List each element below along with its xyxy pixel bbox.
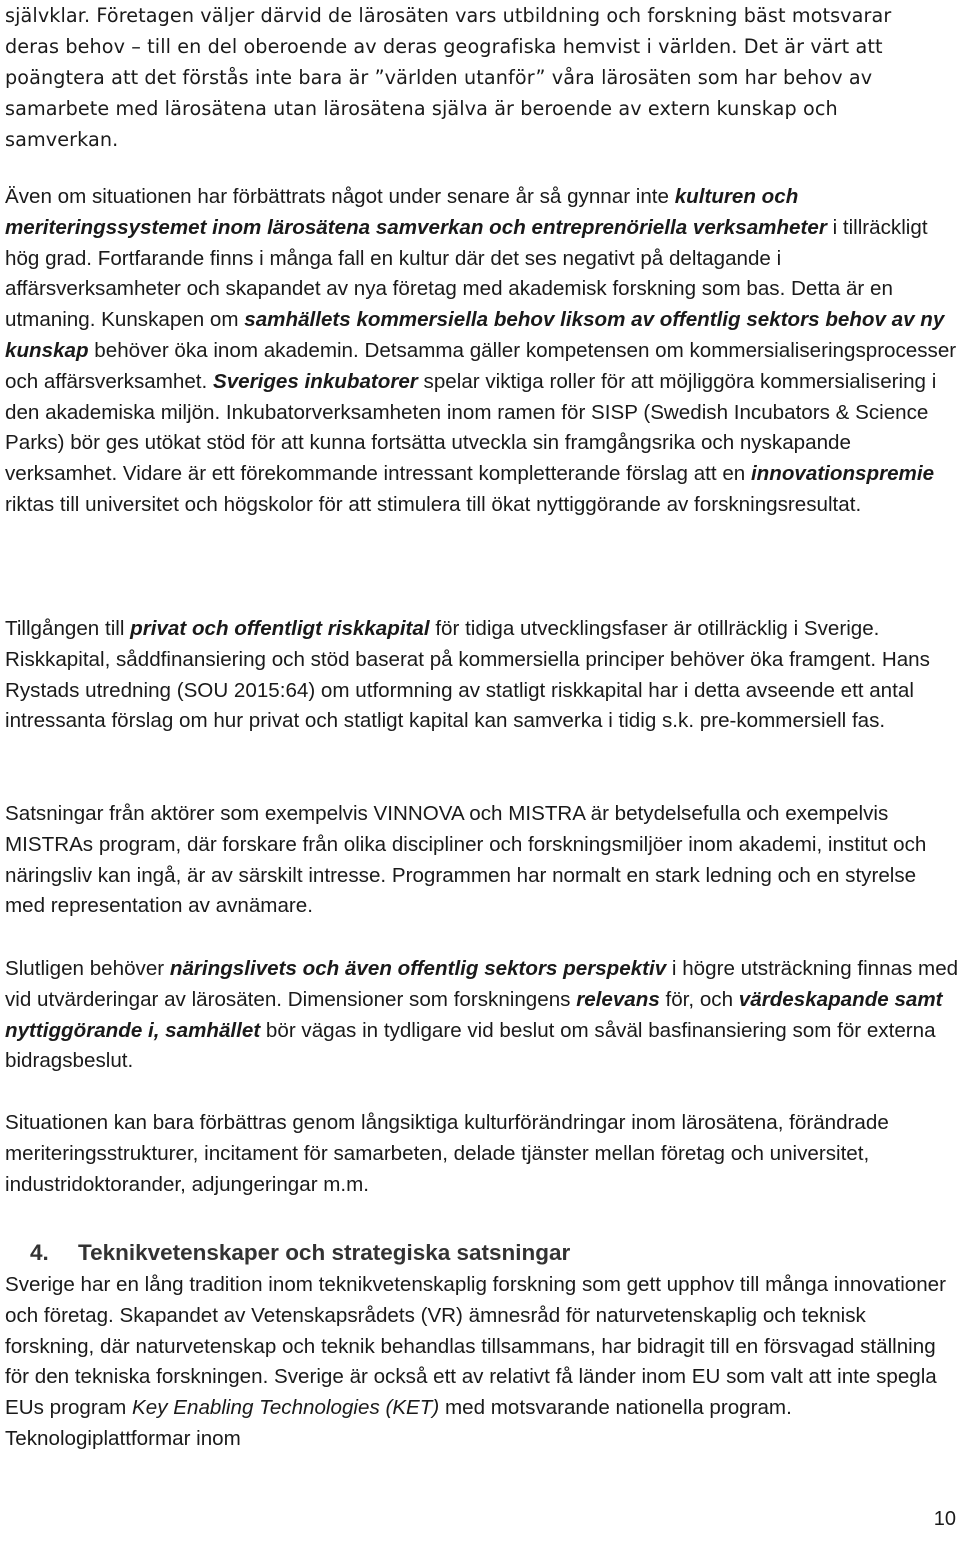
- text-line: poängtera att det förstås inte bara är ”världen utanför” våra lärosäten som har behov av: [5, 66, 873, 89]
- paragraph-slutligen: [5, 954, 960, 1077]
- text-run: med motsvarande nationella program. Teknologiplattformar inom: [5, 1396, 792, 1450]
- text-run: behöver öka inom akademin. Detsamma gäller kompetensen om kommersialiseringsprocesser och affärsverksamhet.: [5, 338, 957, 393]
- emphasis-text: kulturen och meriteringssystemet inom lärosätena samverkan och entreprenöriella verksamheter: [5, 185, 827, 239]
- section-heading: [30, 1238, 570, 1268]
- text-run: Tillgången till: [5, 617, 131, 640]
- section-number: 4.: [30, 1240, 49, 1265]
- section-title: Teknikvetenskaper och strategiska satsningar: [78, 1240, 571, 1265]
- text-run: spelar viktiga roller för att möjliggöra kommersialisering i den akademiska miljön. Inkubatorverksamheten inom ramen för SISP (Swedish Incubators & Science Parks) bör ges utökat stöd för att kunna fortsätta utveckla sin framgångsrika och nyskapande verksamhet. Vidare är ett förekommande intressant kompletterande förslag att en: [5, 369, 937, 486]
- text-run: Även om situationen har förbättrats något under senare år så gynnar inte: [5, 185, 675, 208]
- text-run: Slutligen behöver: [5, 957, 170, 980]
- text-run: Situationen kan bara förbättras genom långsiktiga kulturförändringar inom lärosätena, förändrade meriteringsstrukturer, incitament för samarbeten, delade tjänster mellan företag och universitet, industridoktorander, adjungeringar m.m.: [5, 1111, 889, 1196]
- italic-text: Key Enabling Technologies (KET): [132, 1396, 440, 1420]
- text-line: samarbete med lärosätena utan lärosätena själva är beroende av extern kunskap och: [5, 97, 838, 120]
- emphasis-text: relevans: [576, 987, 660, 1011]
- text-run: i tillräckligt hög grad. Fortfarande finns i många fall en kultur där det ses negativt på deltagande i affärsverksamheter och skapandet av nya företag med akademisk forskning som bas. Detta är en utmaning. Kunskapen om: [5, 215, 928, 332]
- text-run: bör vägas in tydligare vid beslut om såväl basfinansiering som för externa bidragsbeslut.: [5, 1018, 936, 1073]
- text-run: för, och: [659, 987, 739, 1011]
- emphasis-text: näringslivets och även offentlig sektors perspektiv: [169, 957, 667, 980]
- top-paragraph: [5, 0, 955, 155]
- paragraph-satsningar: [5, 799, 960, 922]
- paragraph-culture: [5, 182, 960, 521]
- emphasis-text: innovationspremie: [750, 462, 935, 486]
- text-run: Satsningar från aktörer som exempelvis VINNOVA och MISTRA är betydelsefulla och exempelvis MISTRAs program, där forskare från olika discipliner och forskningsmiljöer inom akademi, institut och näringsliv kan ingå, är av särskilt intresse. Programmen har normalt en stark ledning och en styrelse med representation av avnämare.: [5, 802, 927, 918]
- text-run: i högre utsträckning finnas med vid utvärderingar av lärosäten. Dimensioner som forskningens: [5, 957, 959, 1011]
- text-run: för tidiga utvecklingsfaser är otillräcklig i Sverige. Riskkapital, såddfinansiering och stöd baserat på kommersiella principer behöver öka framgent. Hans Rystads utredning (SOU 2015:64) om utformning av statligt riskkapital har i detta avseende ett antal intressanta förslag om hur privat och statligt kapital kan samverka i tidig s.k. pre-kommersiell fas.: [5, 617, 930, 733]
- text-run: Sverige har en lång tradition inom teknikvetenskaplig forskning som gett upphov till många innovationer och företag. Skapandet av Vetenskapsrådets (VR) ämnesråd för naturvetenskaplig och teknisk forskning, där naturvetenskap och teknik behandlas tillsammans, har bidragit till en försvagad ställning för den tekniska forskningen. Sverige är också ett av relativt få länder inom EU som valt att inte spegla EUs program: [5, 1273, 946, 1420]
- paragraph-riskkapital: [5, 614, 960, 737]
- emphasis-text: värdeskapande samt nyttiggörande i, samhället: [5, 987, 943, 1042]
- paragraph-teknikvetenskap: [5, 1270, 960, 1455]
- page-number: 10: [933, 1508, 956, 1530]
- text-line: självklar. Företagen väljer därvid de lärosäten vars utbildning och forskning bäst motsvarar: [5, 4, 892, 27]
- text-run: riktas till universitet och högskolor för att stimulera till ökat nyttiggörande av forskningsresultat.: [5, 492, 862, 516]
- emphasis-text: privat och offentligt riskkapital: [130, 617, 430, 640]
- text-line: deras behov – till en del oberoende av deras geografiska hemvist i världen. Det är värt att: [5, 35, 883, 58]
- emphasis-text: Sveriges inkubatorer: [212, 369, 418, 393]
- paragraph-situationen: [5, 1108, 960, 1200]
- emphasis-text: samhällets kommersiella behov liksom av offentlig sektors behov av ny kunskap: [5, 308, 945, 362]
- text-line: samverkan.: [5, 128, 119, 151]
